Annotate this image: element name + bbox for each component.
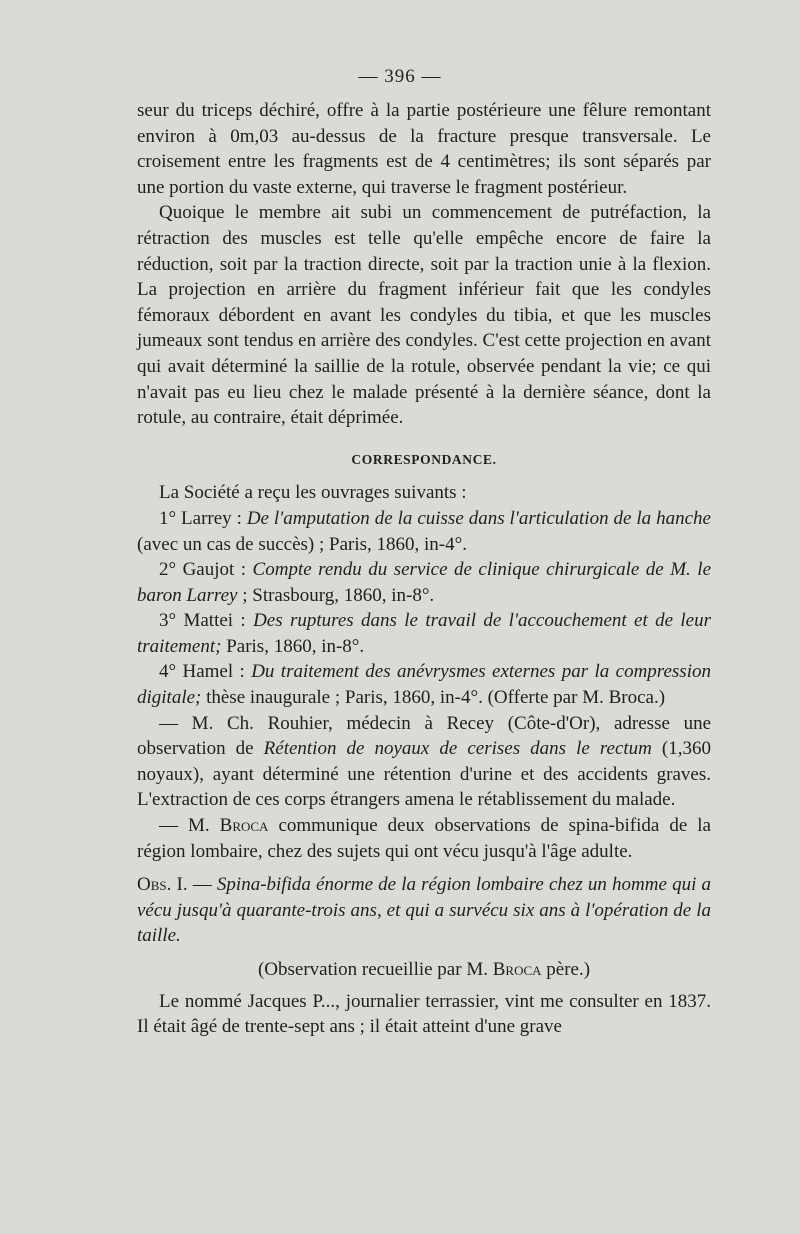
list-item: 2° Gaujot : Compte rendu du service de clinique chirurgicale de M. le baron Larrey ; Strasbourg, 1860, in-8°. <box>137 559 711 606</box>
paragraph: Le nommé Jacques P..., journalier terrassier, vint me consulter en 1837. Il était âgé de trente-sept ans ; il était atteint d'une grave <box>137 990 711 1038</box>
rouhier-paragraph: — M. Ch. Rouhier, médecin à Recey (Côte-d'Or), adresse une observation de Rétention de noyaux de cerises dans le rectum (1,360 noyaux), ayant déterminé une rétention d'urine et des accidents graves. L'extraction de ces corps étrangers amena le rétablissement du malade. <box>137 712 712 811</box>
list-item: 1° Larrey : De l'amputation de la cuisse dans l'articulation de la hanche (avec un cas de succès) ; Paris, 1860, in-4°. <box>137 507 711 555</box>
list-item: 3° Mattei : Des ruptures dans le travail de l'accouchement et de leur traitement; Paris, 1860, in-8°. <box>137 610 711 657</box>
section-heading: CORRESPONDANCE. <box>351 451 497 467</box>
list-item: 4° Hamel : Du traitement des anévrysmes externes par la compression digitale; thèse inaugurale ; Paris, 1860, in-4°. (Offerte par M. Broca.) <box>137 661 711 709</box>
correspondance-intro: La Société a reçu les ouvrages suivants : <box>159 482 467 504</box>
observation-credit: (Observation recueillie par M. Broca père.) <box>257 959 591 980</box>
paragraph: seur du triceps déchiré, offre à la partie postérieure une fêlure remontant environ à 0m,03 au-dessus de la fracture presque transversale. Le croisement entre les fragments est de 4 centimètres; ils sont séparés par une portion du vaste externe, qui traverse le fragment postérieur. <box>137 100 711 198</box>
body-text <box>137 98 711 1040</box>
paragraph: Quoique le membre ait subi un commencement de putréfaction, la rétraction des muscles est telle qu'elle empêche encore de faire la réduction, soit par la traction directe, soit par la traction unie à la flexion. La projection en arrière du fragment inférieur fait que les condyles fémoraux débordent en avant les condyles du tibia, et que les muscles jumeaux sont tendus en arrière des condyles. C'est cette projection en avant qui avait déterminé la saillie de la rotule, observée pendant la vie; ce qui n'avait pas eu lieu chez le malade présenté à la dernière séance, dont la rotule, au contraire, était déprimée. <box>137 202 711 429</box>
broca-paragraph: — M. Broca communique deux observations de spina-bifida de la région lombaire, chez des sujets qui ont vécu jusqu'à l'âge adulte. <box>137 815 711 862</box>
observation-heading: Obs. I. — Spina-bifida énorme de la région lombaire chez un homme qui a vécu jusqu'à quarante-trois ans, et qui a survécu six ans à l'opération de la taille. <box>137 874 712 947</box>
page-number: — 396 — <box>358 66 442 87</box>
